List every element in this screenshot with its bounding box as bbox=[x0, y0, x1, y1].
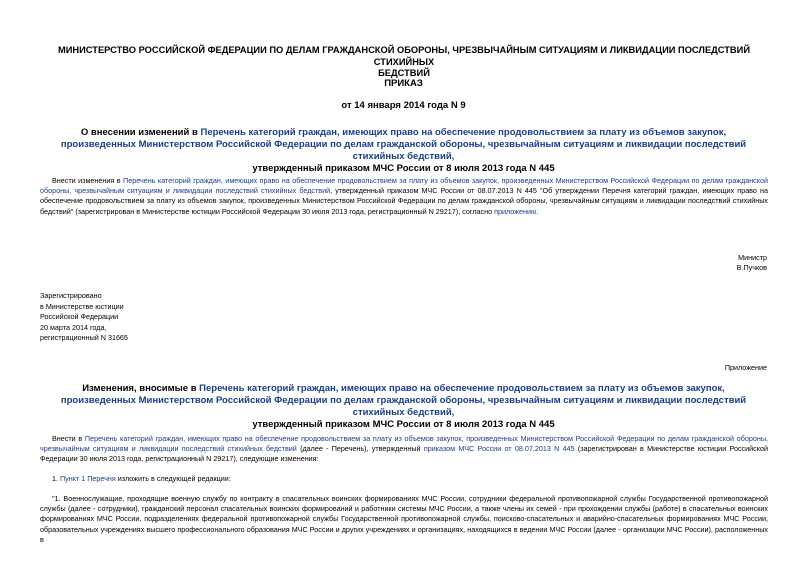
appendix-paragraph-3 bbox=[40, 494, 768, 545]
appendix-p3-text: "1. Военнослужащие, проходящие военную службу по контракту в спасательных воинских формированиях МЧС России, сотрудники федеральной противопожарной службы Государственной противопожарной службы (далее - сотрудники), гражданский персонал спасательных воинских формирований и работники системы МЧС России, а также члены их семей - при прохождении службы (работе) в спасательных воинских формированиях МЧС России, подразделениях федеральной противопожарной службы Государственной противопожарной службы, поисково-спасательных и аварийно-спасательных формированиях МЧС России, образовательных учреждениях высшего профессионального образования МЧС России и других учреждениях и организациях, находящихся в ведении МЧС России (далее - организации МЧС России), расположенных в bbox=[40, 494, 768, 544]
registration-block bbox=[40, 291, 128, 344]
appendix-p2-link-item[interactable]: Пункт 1 Перечня bbox=[60, 474, 116, 483]
order-title bbox=[50, 127, 757, 175]
registration-line5: регистрационный N 31665 bbox=[40, 333, 128, 342]
appendix-p1-text-3: (зарегистрирован в Министерстве юстиции Российской Федерации 30 июля 2013 года, регистрационный N 29217), следующие изменения: bbox=[40, 444, 769, 464]
signature-position: Министр bbox=[738, 253, 767, 262]
signature-name: В.Пучков bbox=[736, 263, 767, 272]
appendix-label: Приложение bbox=[724, 363, 767, 372]
appendix-p2-text-2: изложить в следующей редакции: bbox=[115, 474, 231, 483]
appendix-p1-text-2: (далее - Перечень), утвержденный bbox=[296, 444, 424, 454]
appendix-title bbox=[50, 383, 757, 431]
intro-paragraph bbox=[40, 176, 768, 217]
ministry-heading-line2: БЕДСТВИЙ bbox=[378, 68, 430, 78]
intro-link-list[interactable]: Перечень категорий граждан, имеющих право на обеспечение продовольствием за плату из объемов закупок, произведенных Министерством Российской Федерации по делам гражданской обороны, чрезвычайным ситуациям и ликвидации последствий стихийных бедствий bbox=[40, 176, 769, 196]
ministry-heading-line1: МИНИСТЕРСТВО РОССИЙСКОЙ ФЕДЕРАЦИИ ПО ДЕЛАМ ГРАЖДАНСКОЙ ОБОРОНЫ, ЧРЕЗВЫЧАЙНЫМ СИТУАЦИЯМ И ЛИКВИДАЦИИ ПОСЛЕДСТВИЙ СТИХИЙНЫХ bbox=[57, 45, 751, 67]
appendix-p1-link-order[interactable]: приказом МЧС России от 08.07.2013 N 445 bbox=[423, 444, 575, 454]
ministry-heading bbox=[38, 45, 770, 80]
order-title-link[interactable]: Перечень категорий граждан, имеющих право на обеспечение продовольствием за плату из объемов закупок, произведенных Министерством Российской Федерации по делам гражданской обороны, чрезвычайным ситуациям и ликвидации последствий стихийных бедствий, bbox=[60, 127, 747, 162]
appendix-p1-link-list[interactable]: Перечень категорий граждан, имеющих право на обеспечение продовольствием за плату из объемов закупок, произведенных Министерством Российской Федерации по делам гражданской обороны, чрезвычайным ситуациям и ликвидации последствий стихийных бедствий bbox=[40, 434, 768, 454]
appendix-title-link[interactable]: Перечень категорий граждан, имеющих право на обеспечение продовольствием за плату из объемов закупок, произведенных Министерством Российской Федерации по делам гражданской обороны, чрезвычайным ситуациям и ликвидации последствий стихийных бедствий, bbox=[60, 383, 747, 418]
appendix-title-prefix: Изменения, вносимые в bbox=[82, 383, 200, 394]
order-date: от 14 января 2014 года N 9 bbox=[341, 100, 466, 111]
appendix-paragraph-1 bbox=[40, 434, 768, 465]
registration-line3: Российской Федерации bbox=[40, 312, 119, 321]
registration-line4: 20 марта 2014 года, bbox=[40, 322, 107, 332]
intro-text-1: Внести изменения в bbox=[52, 176, 124, 185]
appendix-title-suffix: утвержденный приказом МЧС России от 8 июля 2013 года N 445 bbox=[252, 419, 555, 430]
appendix-p1-text-1: Внести в bbox=[52, 434, 85, 443]
intro-link-appendix[interactable]: приложению bbox=[494, 206, 537, 216]
registration-line2: в Министерстве юстиции bbox=[40, 301, 124, 311]
appendix-p2-text-1: 1. bbox=[52, 474, 60, 483]
order-title-prefix: О внесении изменений в bbox=[80, 127, 201, 138]
registration-line1: Зарегистрировано bbox=[40, 291, 102, 300]
intro-text-2: , утвержденный приказом МЧС России от 08.07.2013 N 445 "Об утверждении Перечня категорий граждан, имеющих право на обеспечение продовольствием за плату из объемов закупок, произведенных Министерством Российской Федерации по делам гражданской обороны, чрезвычайным ситуациям и ликвидации последствий стихийных бедствий" (зарегистрирован в Министерстве юстиции Российской Федерации 30 июля 2013 года, регистрационный N 29217), согласно bbox=[40, 186, 768, 216]
appendix-paragraph-2 bbox=[40, 474, 768, 484]
order-label: ПРИКАЗ bbox=[384, 78, 423, 89]
order-title-suffix: утвержденный приказом МЧС России от 8 июля 2013 года N 445 bbox=[252, 163, 555, 174]
signature-block bbox=[737, 253, 767, 273]
intro-text-3: . bbox=[536, 206, 539, 216]
